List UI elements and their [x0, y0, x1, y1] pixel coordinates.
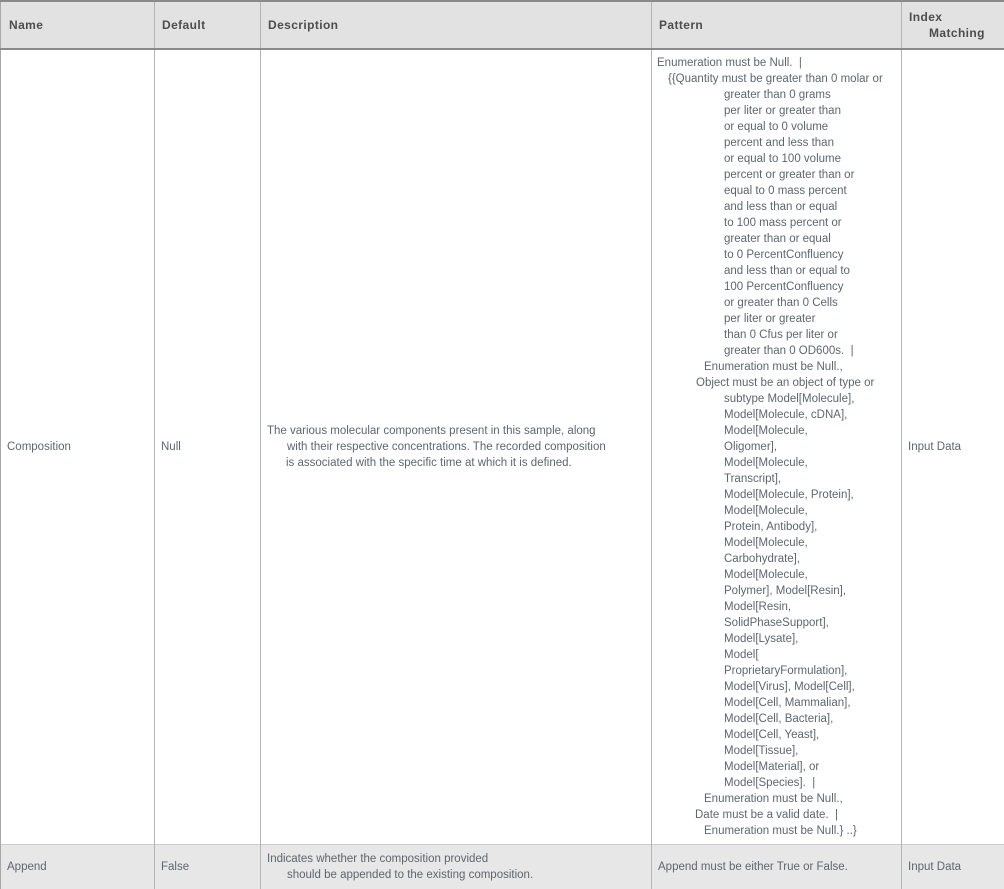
text-line: Model[Cell, Bacteria], [724, 713, 834, 725]
text-line: Indicates whether the composition provided [267, 853, 489, 866]
text-line: than 0 Cfus per liter or [724, 329, 838, 341]
text-line: Date must be a valid date. | [695, 809, 838, 821]
text-line: 100 PercentConfluency [724, 281, 844, 293]
text-line: Append must be either True or False. [658, 861, 848, 874]
text-line: or equal to 0 volume [724, 121, 829, 133]
text-line: and less than or equal to [724, 265, 850, 277]
cell-description [261, 845, 652, 889]
text-line: Model[Material], or [724, 761, 820, 773]
text-line: to 100 mass percent or [724, 217, 842, 229]
text-line: {{Quantity must be greater than 0 molar or [668, 73, 883, 85]
text-line: Protein, Antibody], [724, 521, 818, 533]
header-row [1, 1, 1004, 49]
text-line: percent and less than [724, 137, 834, 149]
col-header-pattern: Pattern [652, 1, 902, 49]
text-line: Matching [929, 26, 985, 40]
cell-default: Null [155, 49, 261, 845]
col-header-index-matching [902, 1, 1004, 49]
text-line: Carbohydrate], [724, 553, 801, 565]
table-row-composition [1, 49, 1004, 845]
text-line: Polymer], Model[Resin], [724, 585, 847, 597]
text-line: greater than 0 OD600s. | [724, 345, 854, 357]
text-line: Model[Resin, [724, 601, 792, 613]
text-line: per liter or greater [724, 313, 816, 325]
text-line: Model[Molecule, [724, 425, 808, 437]
text-line: percent or greater than or [724, 169, 855, 181]
text-line: greater than or equal [724, 233, 831, 245]
text-line: Model[Lysate], [724, 633, 799, 645]
cell-default: False [155, 845, 261, 889]
text-line: ProprietaryFormulation], [724, 665, 848, 677]
text-line: Enumeration must be Null., [704, 361, 843, 373]
text-line: Model[Molecule, [724, 537, 808, 549]
text-line: to 0 PercentConfluency [724, 249, 844, 261]
text-line: with their respective concentrations. The recorded composition [287, 441, 606, 453]
text-line: Model[Cell, Mammalian], [724, 697, 851, 709]
table-body [1, 49, 1004, 889]
text-line: Enumeration must be Null.} ..} [704, 825, 857, 837]
text-line: Model[Molecule, [724, 457, 808, 469]
cell-index-matching: Input Data [902, 845, 1004, 889]
text-line: is associated with the specific time at which it is defined. [286, 457, 572, 469]
text-line: greater than 0 grams [724, 89, 831, 101]
text-line: should be appended to the existing composition. [287, 869, 534, 882]
text-line: Model[Virus], Model[Cell], [724, 681, 855, 693]
text-line: and less than or equal [724, 201, 838, 213]
text-line: Model[Cell, Yeast], [724, 729, 820, 741]
text-line: Model[Molecule, Protein], [724, 489, 854, 501]
text-line: Enumeration must be Null. | [657, 57, 802, 69]
table-row-append [1, 845, 1004, 889]
text-line: Model[Tissue], [724, 745, 799, 757]
text-line: Model[Species]. | [724, 777, 816, 789]
text-line: or equal to 100 volume [724, 153, 841, 165]
text-line: Model[Molecule, [724, 569, 808, 581]
text-line: subtype Model[Molecule], [724, 393, 855, 405]
text-line: Object must be an object of type or [696, 377, 875, 389]
text-line: per liter or greater than [724, 105, 841, 117]
col-header-default: Default [155, 1, 261, 49]
col-header-description: Description [261, 1, 652, 49]
cell-name: Append [1, 845, 155, 889]
text-line: Model[Molecule, cDNA], [724, 409, 848, 421]
text-line: Model[ [724, 649, 759, 661]
cell-pattern [652, 845, 902, 889]
text-line: or greater than 0 Cells [724, 297, 838, 309]
text-line: Oligomer], [724, 441, 778, 453]
text-line: Index [909, 10, 943, 24]
cell-pattern [652, 49, 902, 845]
col-header-name: Name [1, 1, 155, 49]
text-line: SolidPhaseSupport], [724, 617, 829, 629]
cell-description [261, 49, 652, 845]
table-header [1, 1, 1004, 49]
text-line: equal to 0 mass percent [724, 185, 847, 197]
cell-name: Composition [1, 49, 155, 845]
cell-index-matching: Input Data [902, 49, 1004, 845]
text-line: Transcript], [724, 473, 782, 485]
text-line: Model[Molecule, [724, 505, 808, 517]
text-line: The various molecular components present in this sample, along [267, 425, 596, 437]
text-line: Enumeration must be Null., [704, 793, 843, 805]
